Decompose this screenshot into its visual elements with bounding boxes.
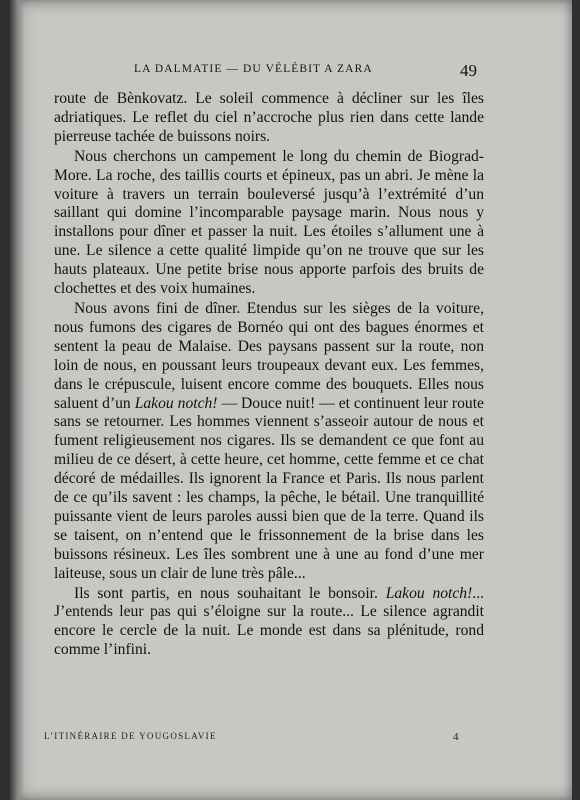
- paragraph: [54, 148, 484, 299]
- text-segment: Ils sont partis, en nous souhaitant le bonsoir.: [74, 584, 386, 602]
- book-page: [10, 0, 572, 800]
- book-title-footer: L’ITINÉRAIRE DE YOUGOSLAVIE: [44, 731, 217, 741]
- signature-mark: 4: [453, 731, 459, 743]
- text-segment: ... J’entends leur pas qui s’éloigne sur la route... Le silence agrandit encore le cercle de la nuit. Le monde est dans sa plénitude, rond comme l’infini.: [54, 584, 484, 659]
- book-spine-shadow: [10, 0, 24, 800]
- running-header: [134, 63, 482, 75]
- body-text: [54, 90, 484, 661]
- text-segment: route de Bènkovatz. Le soleil commence à décliner sur les îles adriatiques. Le reflet du ciel n’accroche plus rien dans cette lande pierreuse tachée de buissons noirs.: [54, 90, 484, 145]
- italic-phrase: Lakou notch!: [385, 584, 473, 602]
- text-segment: — Douce nuit! — et continuent leur route sans se retourner. Les hommes viennent s’asseoir autour de nous et fument religieusement nos cigares. Ils se demandent ce que font au milieu de ce désert, à cette heure, cet homme, cette femme et ce chat décoré de médailles. Ils ignorent la France et Paris. Ils nous parlent de ce qu’ils savent : les champs, la pêche, le bétail. Une tranquillité puissante vient de leurs paroles aussi bien que de la terre. Quand ils se taisent, on n’entend que le frissonnement de la brise dans les buissons résineux. Les îles sombrent une à une au fond d’une mer laiteuse, sous un clair de lune très pâle...: [54, 394, 484, 582]
- text-segment: Nous cherchons un campement le long du chemin de Biograd-More. La roche, des taillis courts et épineux, pas un abri. Je mène la voiture à travers un terrain bouleversé jusqu’à l’extrémité d’un saillant qui domine l’incomparable paysage marin. Nous nous y installons pour dîner et passer la nuit. Les étoiles s’allument une à une. Le silence a cette qualité limpide qu’on ne trouve que sur les hauts plateaux. Une petite brise nous apporte parfois des bruits de clochettes et des voix humaines.: [54, 147, 484, 298]
- text-segment: Nous avons fini de dîner. Etendus sur les sièges de la voiture, nous fumons des cigares de Bornéo qui ont des bagues énormes et sentent la peau de Malaise. Des paysans passent sur la route, non loin de nous, en poussant leurs troupeaux devant eux. Les femmes, dans le crépuscule, luisent encore comme des bouquets. Elles nous saluent d’un: [54, 299, 484, 412]
- page-number: 49: [460, 61, 477, 80]
- italic-phrase: Lakou notch!: [134, 394, 218, 412]
- paragraph: [54, 90, 484, 147]
- paragraph: [54, 585, 484, 661]
- running-title: LA DALMATIE — DU VÉLÉBIT A ZARA: [134, 63, 373, 75]
- paragraph: [54, 300, 484, 584]
